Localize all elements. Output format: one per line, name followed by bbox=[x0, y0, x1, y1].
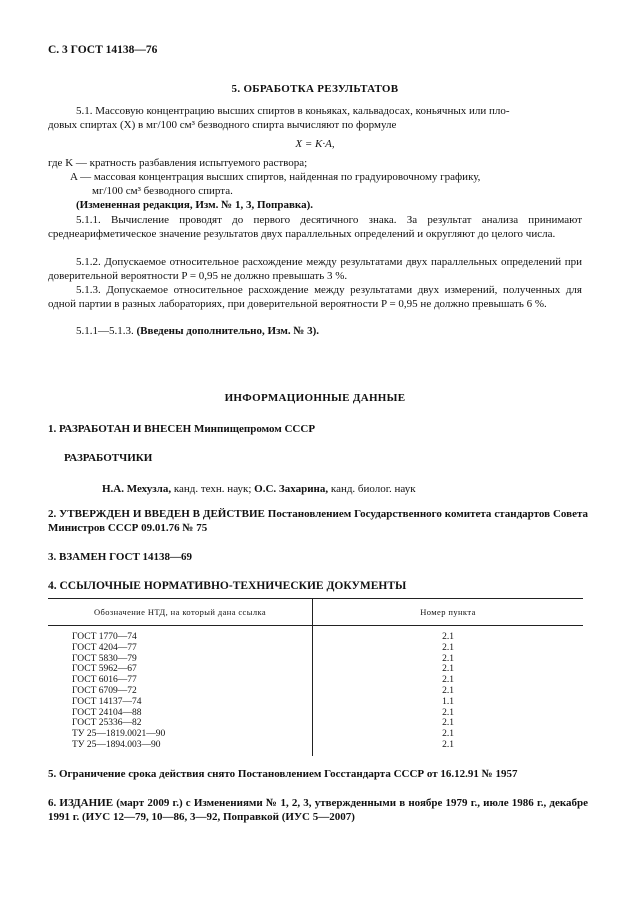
table-cell-doc: ГОСТ 1770—74 bbox=[48, 632, 313, 643]
table-cell-doc: ТУ 25—1894.003—90 bbox=[48, 740, 313, 751]
table-row bbox=[48, 686, 583, 697]
where-a-line1: A — массовая концентрация высших спиртов, найденная по градуировочному графику, bbox=[70, 171, 481, 183]
table-row bbox=[48, 654, 583, 665]
table-cell-clause: 2.1 bbox=[442, 675, 454, 686]
info-item-5: 5. Ограничение срока действия снято Постановлением Госстандарта СССР от 16.12.91 № 1957 bbox=[48, 768, 518, 780]
paragraph-5-1-1: 5.1.1. Вычисление проводят до первого десятичного знака. За результат анализа принимают среднеарифметическое значение результатов двух параллельных определений и округляют до целого числа. bbox=[48, 214, 582, 240]
table-header-clause: Номер пункта bbox=[420, 607, 476, 617]
table-row bbox=[48, 708, 583, 719]
developer-2-name: О.С. Захарина, bbox=[254, 483, 329, 495]
paragraph-5-1 bbox=[48, 104, 582, 132]
table-row bbox=[48, 664, 583, 675]
intro-note bbox=[76, 325, 319, 337]
revision-note: (Измененная редакция, Изм. № 1, 3, Поправка). bbox=[76, 199, 313, 211]
formula: X = K·A, bbox=[295, 138, 335, 150]
table-row bbox=[48, 697, 583, 708]
table-cell-doc: ГОСТ 6709—72 bbox=[48, 686, 313, 697]
reference-table bbox=[48, 598, 583, 756]
developers-label: РАЗРАБОТЧИКИ bbox=[64, 452, 153, 464]
table-row bbox=[48, 740, 583, 751]
table-cell-clause: 2.1 bbox=[442, 653, 454, 664]
table-cell-doc: ГОСТ 14137—74 bbox=[48, 697, 313, 708]
info-item-3: 3. ВЗАМЕН ГОСТ 14138—69 bbox=[48, 551, 193, 563]
info-item-4: 4. ССЫЛОЧНЫЕ НОРМАТИВНО-ТЕХНИЧЕСКИЕ ДОКУМЕНТЫ bbox=[48, 580, 407, 592]
table-row bbox=[48, 718, 583, 729]
table-row bbox=[48, 643, 583, 654]
table-row bbox=[48, 632, 583, 643]
where-k: где K — кратность разбавления испытуемого раствора; bbox=[48, 157, 308, 169]
info-title: ИНФОРМАЦИОННЫЕ ДАННЫЕ bbox=[224, 392, 406, 404]
table-cell-clause: 2.1 bbox=[442, 729, 454, 740]
table-row bbox=[48, 729, 583, 740]
intro-ref: 5.1.1—5.1.3. bbox=[76, 325, 134, 337]
table-cell-clause: 2.1 bbox=[442, 632, 454, 642]
developer-2-degree: канд. биолог. наук bbox=[330, 483, 416, 495]
table-cell-clause: 2.1 bbox=[442, 685, 454, 696]
paragraph-5-1-line1: 5.1. Массовую концентрацию высших спиртов в коньяках, кальвадосах, коньячных или пло- bbox=[76, 105, 510, 117]
table-header-doc: Обозначение НТД, на который дана ссылка bbox=[48, 599, 313, 626]
table-cell-doc: ГОСТ 25336—82 bbox=[48, 718, 313, 729]
table-cell-doc: ГОСТ 24104—88 bbox=[48, 708, 313, 719]
table-cell-doc: ГОСТ 4204—77 bbox=[48, 643, 313, 654]
table-cell-clause: 2.1 bbox=[442, 664, 454, 675]
developer-1-degree: канд. техн. наук; bbox=[173, 483, 252, 495]
table-spacer-row bbox=[48, 751, 583, 756]
table-cell-doc: ГОСТ 6016—77 bbox=[48, 675, 313, 686]
where-a-line2: мг/100 см³ безводного спирта. bbox=[92, 185, 233, 197]
table-cell-clause: 2.1 bbox=[442, 718, 454, 729]
table-cell-doc: ГОСТ 5830—79 bbox=[48, 654, 313, 665]
table-cell-doc: ГОСТ 5962—67 bbox=[48, 664, 313, 675]
table-cell-clause: 1.1 bbox=[442, 696, 454, 707]
table-cell-clause: 2.1 bbox=[442, 707, 454, 718]
table-cell-clause: 2.1 bbox=[442, 642, 454, 653]
paragraph-5-1-line2: довых спиртах (X) в мг/100 см³ безводного спирта вычисляют по формуле bbox=[48, 119, 397, 131]
info-item-2: 2. УТВЕРЖДЕН И ВВЕДЕН В ДЕЙСТВИЕ Постановлением Государственного комитета стандартов Совета Министров СССР 09.01.76 № 75 bbox=[48, 508, 588, 534]
paragraph-5-1-3: 5.1.3. Допускаемое относительное расхождение между результатами двух измерений, полученных для одной партии в разных лабораториях, при доверительной вероятности P = 0,95 не должно превышать 6 %. bbox=[48, 284, 582, 310]
info-item-1: 1. РАЗРАБОТАН И ВНЕСЕН Минпищепромом СССР bbox=[48, 423, 316, 435]
intro-text: (Введены дополнительно, Изм. № 3). bbox=[136, 325, 320, 337]
table-row bbox=[48, 675, 583, 686]
section-title: 5. ОБРАБОТКА РЕЗУЛЬТАТОВ bbox=[231, 83, 399, 95]
table-cell-doc: ТУ 25—1819.0021—90 bbox=[48, 729, 313, 740]
info-item-6: 6. ИЗДАНИЕ (март 2009 г.) с Изменениями № 1, 2, 3, утвержденными в ноябре 1979 г., июле 1986 г., декабре 1991 г. (ИУС 12—79, 10—86, 3—92, Поправкой (ИУС 5—2007) bbox=[48, 797, 588, 823]
table-cell-clause: 2.1 bbox=[442, 739, 454, 750]
page-header: С. 3 ГОСТ 14138—76 bbox=[48, 44, 158, 56]
table-body bbox=[48, 626, 583, 756]
developer-1-name: Н.А. Мехузла, bbox=[102, 483, 172, 495]
paragraph-5-1-2: 5.1.2. Допускаемое относительное расхождение между результатами двух параллельных определений при доверительной вероятности P = 0,95 не должно превышать 3 %. bbox=[48, 256, 582, 282]
developers-list bbox=[102, 483, 416, 495]
